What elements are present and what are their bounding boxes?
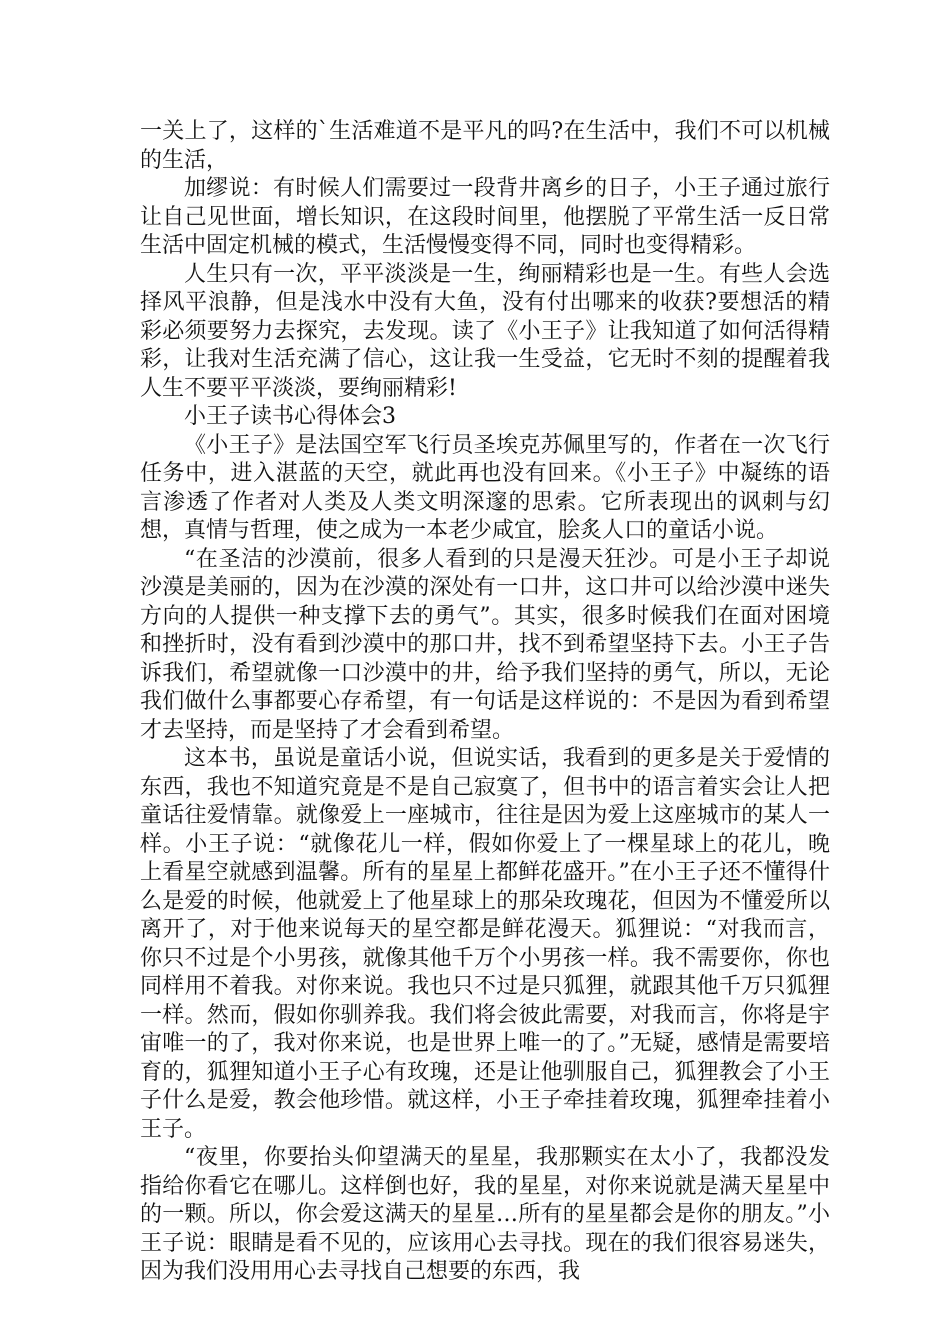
paragraph-7: “夜里，你要抬头仰望满天的星星，我那颗实在太小了，我都没发指给你看它在哪儿。这样倒也好，我的星星，对你来说就是满天星星中的一颗。所以，你会爱这满天的星星…所有的星星都会是你的朋友。”小王子说：眼睛是看不见的，应该用心去寻找。现在的我们很容易迷失，因为我们没用用心去寻找自己想要的东西，我 bbox=[140, 1145, 830, 1284]
section-heading: 小王子读书心得体会3 bbox=[184, 404, 396, 429]
document-body bbox=[140, 118, 830, 1287]
paragraph-6: 这本书，虽说是童话小说，但说实话，我看到的更多是关于爱情的东西，我也不知道究竟是不是自己寂寞了，但书中的语言着实会让人把童话往爱情靠。就像爱上一座城市，往往是因为爱上这座城市的某人一样。小王子说：“就像花儿一样，假如你爱上了一棵星球上的花儿，晚上看星空就感到温馨。所有的星星上都鲜花盛开。”在小王子还不懂得什么是爱的时候，他就爱上了他星球上的那朵玫瑰花，但因为不懂爱所以离开了，对于他来说每天的星空都是鲜花漫天。狐狸说：“对我而言，你只不过是个小男孩，就像其他千万个小男孩一样。我不需要你，你也同样用不着我。对你来说。我也只不过是只狐狸，就跟其他千万只狐狸一样。然而，假如你驯养我。我们将会彼此需要，对我而言，你将是宇宙唯一的了，我对你来说，也是世界上唯一的了。”无疑，感情是需要培育的，狐狸知道小王子心有玫瑰，还是让他驯服自己，狐狸教会了小王子什么是爱，教会他珍惜。就这样，小王子牵挂着玫瑰，狐狸牵挂着小王子。 bbox=[140, 746, 830, 1142]
paragraph-4: 《小王子》是法国空军飞行员圣埃克苏佩里写的，作者在一次飞行任务中，进入湛蓝的天空，就此再也没有回来。《小王子》中凝练的语言渗透了作者对人类及人类文明深邃的思索。它所表现出的讽刺与幻想，真情与哲理，使之成为一本老少咸宜，脍炙人口的童话小说。 bbox=[140, 432, 830, 543]
paragraph-2: 加缪说：有时候人们需要过一段背井离乡的日子，小王子通过旅行让自己见世面，增长知识，在这段时间里，他摆脱了平常生活一反日常生活中固定机械的模式，生活慢慢变得不同，同时也变得精彩。 bbox=[140, 176, 830, 258]
paragraph-1: 一关上了，这样的`生活难道不是平凡的吗?在生活中，我们不可以机械的生活， bbox=[140, 119, 830, 173]
paragraph-3: 人生只有一次，平平淡淡是一生，绚丽精彩也是一生。有些人会选择风平浪静，但是浅水中没有大鱼，没有付出哪来的收获?要想活的精彩必须要努力去探究，去发现。读了《小王子》让我知道了如何活得精彩，让我对生活充满了信心，这让我一生受益，它无时不刻的提醒着我人生不要平平淡淡，要绚丽精彩! bbox=[140, 261, 830, 401]
paragraph-5: “在圣洁的沙漠前，很多人看到的只是漫天狂沙。可是小王子却说沙漠是美丽的，因为在沙漠的深处有一口井，这口井可以给沙漠中迷失方向的人提供一种支撑下去的勇气”。其实，很多时候我们在面对困境和挫折时，没有看到沙漠中的那口井，找不到希望坚持下去。小王子告诉我们，希望就像一口沙漠中的井，给予我们坚持的勇气，所以，无论我们做什么事都要心存希望，有一句话是这样说的：不是因为看到希望才去坚持，而是坚持了才会看到希望。 bbox=[140, 546, 830, 743]
